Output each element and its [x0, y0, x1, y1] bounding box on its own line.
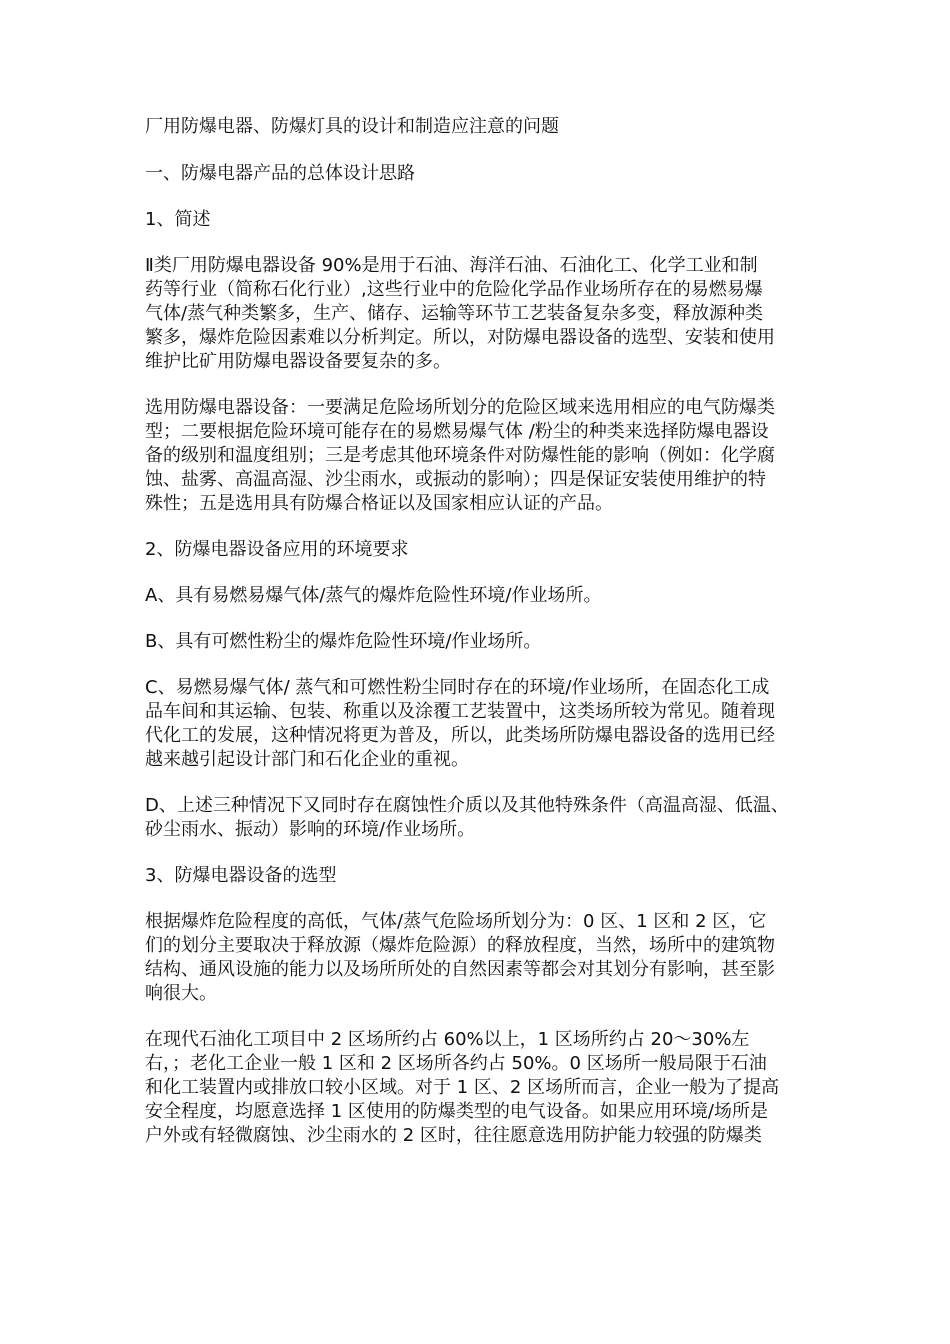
- paragraph-3-line: 们的划分主要取决于释放源（爆炸危险源）的释放程度，当然，场所中的建筑物: [145, 935, 775, 956]
- paragraph-4-line: 和化工装置内或排放口较小区域。对于 1 区、2 区场所而言，企业一般为了提高: [145, 1077, 780, 1098]
- item-d: [145, 794, 810, 842]
- paragraph-3-line: 结构、通风设施的能力以及场所所处的自然因素等都会对其划分有影响，甚至影: [145, 959, 775, 980]
- paragraph-1-line: 气体/蒸气种类繁多，生产、储存、运输等环节工艺装备复杂多变，释放源种类: [145, 303, 764, 324]
- document-title: 厂用防爆电器、防爆灯具的设计和制造应注意的问题: [145, 116, 559, 137]
- item-d-line: 砂尘雨水、振动）影响的环境/作业场所。: [145, 819, 476, 840]
- paragraph-1-line: 药等行业（简称石化行业）,这些行业中的危险化学品作业场所存在的易燃易爆: [145, 279, 763, 300]
- item-c-line: 品车间和其运输、包装、称重以及涂覆工艺装置中，这类场所较为常见。随着现: [145, 701, 775, 722]
- item-a: A、具有易燃易爆气体/蒸气的爆炸危险性环境/作业场所。: [145, 585, 602, 606]
- paragraph-3: [145, 910, 810, 1006]
- paragraph-1-line: 繁多，爆炸危险因素难以分析判定。所以，对防爆电器设备的选型、安装和使用: [145, 327, 775, 348]
- item-b: B、具有可燃性粉尘的爆炸危险性环境/作业场所。: [145, 631, 542, 652]
- paragraph-4-line: 右，；老化工企业一般 1 区和 2 区场所各约占 50%。0 区场所一般局限于石油: [145, 1053, 767, 1074]
- paragraph-2-line: 殊性；五是选用具有防爆合格证以及国家相应认证的产品。: [145, 493, 613, 514]
- paragraph-3-line: 根据爆炸危险程度的高低，气体/蒸气危险场所划分为：0 区、1 区和 2 区，它: [145, 911, 767, 932]
- item-d-line: D、上述三种情况下又同时存在腐蚀性介质以及其他特殊条件（高温高湿、低温、: [145, 795, 789, 816]
- sub1-heading: 1、简述: [145, 209, 211, 230]
- paragraph-2-line: 蚀、盐雾、高温高湿、沙尘雨水，或振动的影响）；四是保证安装使用维护的特: [145, 469, 766, 490]
- item-c: [145, 676, 810, 772]
- sub3-heading: 3、防爆电器设备的选型: [145, 865, 337, 886]
- item-c-line: C、易燃易爆气体/ 蒸气和可燃性粉尘同时存在的环境/作业场所，在固态化工成: [145, 677, 770, 698]
- paragraph-4-line: 在现代石油化工项目中 2 区场所约占 60%以上，1 区场所约占 20～30%左: [145, 1029, 750, 1050]
- paragraph-1-line: 维护比矿用防爆电器设备要复杂的多。: [145, 351, 451, 372]
- paragraph-1-line: Ⅱ类厂用防爆电器设备 90%是用于石油、海洋石油、石油化工、化学工业和制: [145, 255, 758, 276]
- paragraph-2-line: 备的级别和温度组别；三是考虑其他环境条件对防爆性能的影响（例如：化学腐: [145, 445, 775, 466]
- paragraph-2-line: 型；二要根据危险环境可能存在的易燃易爆气体 /粉尘的种类来选择防爆电器设: [145, 421, 769, 442]
- sub2-heading: 2、防爆电器设备应用的环境要求: [145, 539, 409, 560]
- paragraph-2-line: 选用防爆电器设备：一要满足危险场所划分的危险区域来选用相应的电气防爆类: [145, 397, 775, 418]
- item-c-line: 代化工的发展，这种情况将更为普及，所以，此类场所防爆电器设备的选用已经: [145, 725, 775, 746]
- section1-heading: 一、防爆电器产品的总体设计思路: [145, 163, 415, 184]
- paragraph-3-line: 响很大。: [145, 983, 217, 1004]
- paragraph-2: [145, 396, 810, 516]
- paragraph-4: [145, 1028, 810, 1148]
- document-page: [145, 115, 815, 1170]
- paragraph-4-line: 户外或有轻微腐蚀、沙尘雨水的 2 区时，往往愿意选用防护能力较强的防爆类: [145, 1125, 762, 1146]
- paragraph-1: [145, 254, 810, 374]
- item-c-line: 越来越引起设计部门和石化企业的重视。: [145, 749, 469, 770]
- paragraph-4-line: 安全程度，均愿意选择 1 区使用的防爆类型的电气设备。如果应用环境/场所是: [145, 1101, 768, 1122]
